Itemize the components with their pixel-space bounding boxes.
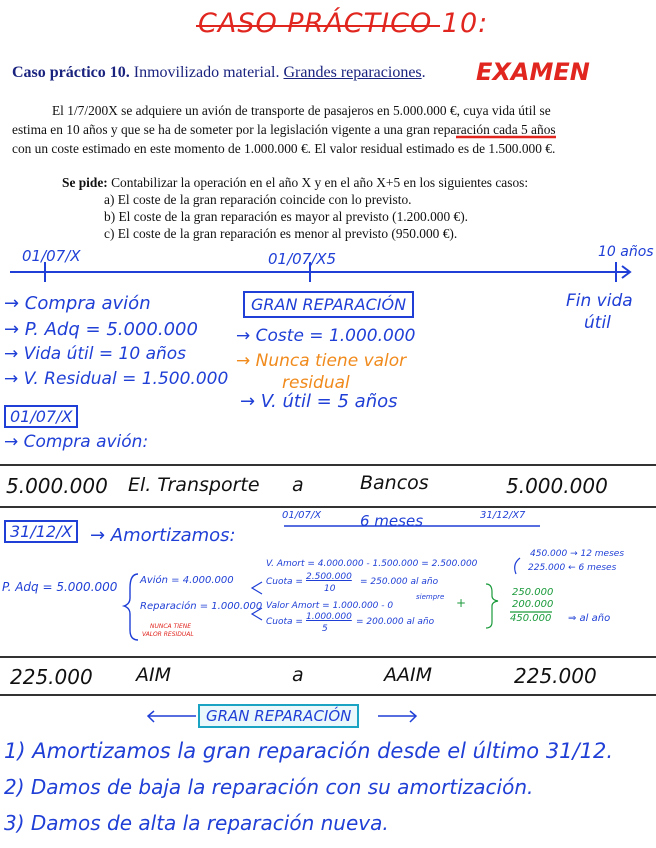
rule-6-meses: 225.000 ← 6 meses [528,563,617,573]
entry1-date: 01/07/X [4,405,78,428]
step-2: 2) Damos de baja la reparación con su amortización. [4,775,534,799]
cuota-rep-den: 5 [322,624,328,634]
cuota-avion-den: 10 [324,584,336,594]
note-v-residual: → V. Residual = 1.500.000 [4,369,229,389]
rule-12-meses: 450.000 → 12 meses [530,549,625,559]
end-util: útil [584,313,611,333]
sum-450: 450.000 [510,613,552,624]
note-padq: → P. Adq = 5.000.000 [4,319,198,340]
timeline-start: 01/07/X [22,247,81,265]
entry2-from: 01/07/X [282,510,322,521]
step-3: 3) Damos de alta la reparación nueva. [4,811,389,835]
sum-200: 200.000 [512,599,554,610]
case-title [12,64,426,82]
case-title-period: . [421,64,426,81]
note-compra: → Compra avión [4,293,151,314]
entry2-a: a [292,664,304,686]
timeline-end: 10 años [598,244,654,260]
case-title-bold: Caso práctico 10. [12,64,130,81]
sum-250: 250.000 [512,587,554,598]
entry1-label: → Compra avión: [4,432,149,452]
gran-reparacion-box: GRAN REPARACIÓN [243,291,414,318]
step-1: 1) Amortizamos la gran reparación desde el último 31/12. [4,739,614,763]
nunca-residual-1: NUNCA TIENE [150,623,192,630]
case-c: c) El coste de la gran reparación es menor al previsto (950.000 €). [104,226,458,241]
entry1-a: a [292,474,304,496]
entry2-credit-amount: 225.000 [514,664,597,688]
mid-nunca: → Nunca tiene valor [236,351,407,371]
statement-line-3: con un coste estimado en este momento de 1.000.000 €. El valor residual estimado es de 1.500.000 €. [12,141,556,156]
cuota-rep-label: Cuota = [266,617,303,627]
entry1-debit-amount: 5.000.000 [6,474,108,498]
cuota-rep-res: = 200.000 al año [356,617,435,627]
cuota-rep-num: 1.000.000 [306,612,352,622]
siempre: siempre [416,593,445,601]
entry2-date: 31/12/X [4,520,78,543]
avion-value: Avión = 4.000.000 [140,575,234,586]
end-fin-vida: Fin vida [566,291,633,311]
statement-line-2: estima en 10 años y que se ha de someter por la legislación vigente a una gran reparación cada 5 años [12,122,556,137]
entry2-top-rule [0,656,656,658]
reparacion-value: Reparación = 1.000.000 [140,601,263,612]
entry2-credit-account: AAIM [384,664,432,686]
v-amort-rep: Valor Amort = 1.000.000 - 0 [266,601,394,611]
mid-residual: residual [282,373,350,393]
al-ano: ⇒ al año [568,613,611,624]
entry2-to: 31/12/X7 [480,510,526,521]
cuota-avion-label: Cuota = [266,577,303,587]
entry1-top-rule [0,464,656,466]
entry2-label: → Amortizamos: [90,525,236,546]
entry1-debit-account: El. Transporte [128,474,260,496]
entry1-bottom-rule [0,506,656,508]
cuota-avion-num: 2.500.000 [306,572,352,582]
page-heading: CASO PRÁCTICO 10: [198,8,489,39]
mid-coste: → Coste = 1.000.000 [236,326,416,346]
exam-tag: EXAMEN [476,58,590,86]
mid-vutil: → V. útil = 5 años [240,391,398,412]
se-pide-label: Se pide: [62,175,108,190]
statement-line-1: El 1/7/200X se adquiere un avión de transporte de pasajeros en 5.000.000 €, cuya vida útil se [52,103,551,118]
gran-reparacion-steps-box: GRAN REPARACIÓN [198,704,359,728]
case-b: b) El coste de la gran reparación es mayor al previsto (1.200.000 €). [104,209,469,224]
entry2-debit-amount: 225.000 [10,665,93,689]
padq: P. Adq = 5.000.000 [2,580,118,594]
note-vida-util: → Vida útil = 10 años [4,344,187,364]
entry2-bottom-rule [0,694,656,696]
se-pide-text: Contabilizar la operación en el año X y en el año X+5 en los siguientes casos: [111,175,529,190]
entry2-debit-account: AIM [136,664,171,686]
case-title-underlined: Grandes reparaciones [283,64,422,81]
v-amort-avion: V. Amort = 4.000.000 - 1.500.000 = 2.500.000 [266,559,478,569]
entry1-credit-amount: 5.000.000 [506,474,608,498]
timeline-mid: 01/07/X5 [268,250,337,268]
plus-sign: + [456,596,467,610]
entry1-credit-account: Bancos [360,472,429,494]
cuota-avion-res: = 250.000 al año [360,577,439,587]
nunca-residual-2: VALOR RESIDUAL [142,631,194,638]
case-a: a) El coste de la gran reparación coincide con lo previsto. [104,192,412,207]
se-pide [62,175,528,191]
entry2-months: 6 meses [360,512,424,530]
case-title-plain: Inmovilizado material. [133,64,280,81]
